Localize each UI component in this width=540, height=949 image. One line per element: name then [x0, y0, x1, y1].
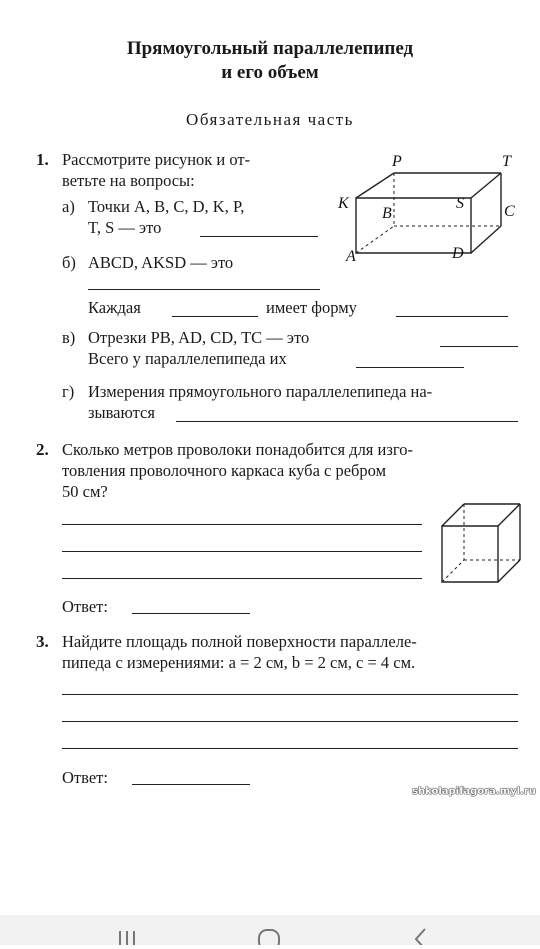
- page-title-line2: и его объем: [221, 62, 319, 83]
- label-D: D: [452, 245, 464, 262]
- answer-line: [200, 236, 318, 237]
- q1-g-label: г): [62, 382, 75, 401]
- answer-line: [62, 694, 518, 695]
- q1-b-label: б): [62, 253, 76, 272]
- answer-line: [396, 316, 508, 317]
- q1-v-text: Отрезки PB, AD, CD, TC — это: [88, 328, 310, 347]
- question-number: 1.: [36, 150, 49, 169]
- q3-answer-label: Ответ:: [62, 768, 108, 787]
- q2-text: Сколько метров проволоки понадобится для изго-: [62, 440, 413, 459]
- answer-line: [62, 748, 518, 749]
- q2-text: товления проволочного каркаса куба с ребром: [62, 461, 387, 480]
- q1-text: Рассмотрите рисунок и от-: [62, 150, 251, 169]
- q1-g-text: зываются: [88, 403, 155, 422]
- answer-line: [62, 551, 422, 552]
- q1-v-total: Всего у параллелепипеда их: [88, 349, 287, 368]
- q1-text: ветьте на вопросы:: [62, 171, 195, 190]
- question-number: 3.: [36, 632, 49, 651]
- label-B: B: [382, 205, 392, 222]
- answer-line: [172, 316, 258, 317]
- answer-line: [132, 613, 250, 614]
- q1-each: Каждая: [88, 298, 141, 317]
- q1-a-text: Точки A, B, C, D, K, P,: [88, 197, 245, 216]
- label-S: S: [456, 195, 464, 212]
- q1-g-text: Измерения прямоугольного параллелепипеда на-: [88, 382, 433, 401]
- watermark: shkolapifagora.myl.ru: [412, 786, 536, 797]
- answer-line: [176, 421, 518, 422]
- q1-a-label: а): [62, 197, 75, 216]
- label-P: P: [392, 153, 402, 170]
- q3-text: пипеда с измерениями: a = 2 см, b = 2 см, c = 4 см.: [62, 653, 416, 672]
- label-T: T: [502, 153, 511, 170]
- q2-answer-label: Ответ:: [62, 597, 108, 616]
- answer-line: [62, 721, 518, 722]
- answer-line: [62, 524, 422, 525]
- navigation-bar: [0, 915, 540, 945]
- answer-line: [356, 367, 464, 368]
- label-K: K: [338, 195, 349, 212]
- page-title: Прямоугольный параллелепипед: [126, 38, 414, 59]
- q1-shape: имеет форму: [266, 298, 357, 317]
- home-icon[interactable]: [256, 925, 282, 945]
- q1-a-text: T, S — это: [88, 218, 162, 237]
- q1-v-label: в): [62, 328, 76, 347]
- back-icon[interactable]: [410, 925, 430, 945]
- label-A: A: [346, 248, 356, 265]
- section-heading: Обязательная часть: [186, 110, 354, 129]
- q2-text: 50 см?: [62, 482, 108, 501]
- q1-b-text: ABCD, AKSD — это: [88, 253, 234, 272]
- q3-text: Найдите площадь полной поверхности параллеле-: [62, 632, 417, 651]
- answer-line: [440, 346, 518, 347]
- parallelepiped-figure: [336, 148, 526, 268]
- question-number: 2.: [36, 440, 49, 459]
- cube-figure: [436, 498, 526, 588]
- recent-apps-icon[interactable]: [116, 925, 138, 945]
- label-C: C: [504, 203, 515, 220]
- answer-line: [62, 578, 422, 579]
- answer-line: [132, 784, 250, 785]
- answer-line: [88, 289, 320, 290]
